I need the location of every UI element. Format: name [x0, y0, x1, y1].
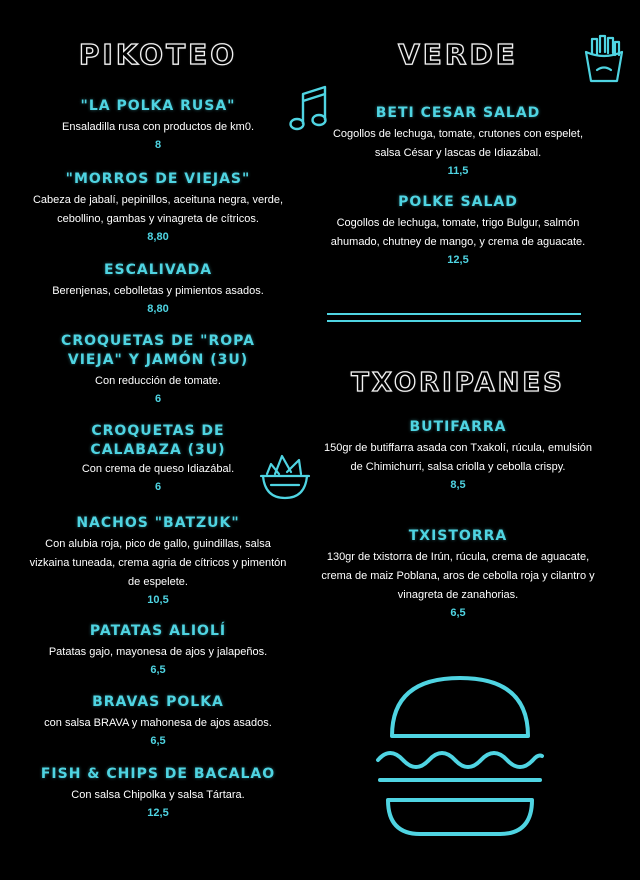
pikoteo-title: PIKOTEO — [78, 38, 238, 71]
menu-item — [318, 193, 598, 269]
nachos-icon — [257, 452, 313, 502]
menu-item — [318, 527, 598, 622]
menu-item — [20, 261, 296, 318]
menu-item — [20, 693, 296, 750]
item-name: "LA POLKA RUSA" — [80, 98, 236, 114]
menu-item — [20, 422, 296, 496]
item-price: 6,5 — [150, 664, 166, 676]
item-name: BRAVAS POLKA — [92, 694, 224, 710]
item-description: Con alubia roja, pico de gallo, guindillas, salsa vizkaina tuneada, crema agria de cítricos y pimentón de espelete. — [29, 538, 287, 588]
item-description: Cabeza de jabalí, pepinillos, aceituna negra, verde, cebollino, gambas y vinagreta de cítricos. — [32, 194, 284, 225]
item-name: POLKE SALAD — [398, 194, 518, 210]
item-name: ESCALIVADA — [103, 262, 213, 278]
item-name: NACHOS "BATZUK" — [76, 515, 240, 531]
item-description: Ensaladilla rusa con productos de km0. — [62, 121, 254, 133]
menu-item — [20, 170, 296, 246]
item-description: Con crema de queso Idiazábal. — [81, 463, 235, 475]
item-description: Con salsa Chipolka y salsa Tártara. — [71, 789, 245, 801]
item-price: 12,5 — [447, 254, 469, 266]
section-divider — [327, 320, 581, 322]
item-name: BUTIFARRA — [409, 419, 507, 435]
item-price: 8,80 — [147, 231, 169, 243]
item-description: Patatas gajo, mayonesa de ajos y jalapeños. — [48, 646, 268, 658]
item-description: Con reducción de tomate. — [95, 375, 221, 387]
item-price: 6,5 — [450, 607, 466, 619]
item-description: Cogollos de lechuga, tomate, crutones con espelet, salsa César y lascas de Idiazábal. — [332, 128, 584, 159]
item-name: PATATAS ALIOLÍ — [89, 623, 227, 639]
menu-item — [20, 514, 296, 609]
section-divider — [327, 313, 581, 315]
item-name: CROQUETAS DE CALABAZA (3U) — [90, 423, 226, 458]
item-name: "MORROS DE VIEJAS" — [65, 171, 251, 187]
fries-icon — [582, 34, 626, 84]
item-price: 6 — [154, 481, 162, 493]
item-price: 12,5 — [147, 807, 169, 819]
item-price: 8,80 — [147, 303, 169, 315]
item-description: 130gr de txistorra de Irún, rúcula, crema de aguacate, crema de maiz Poblana, aros de cebolla roja y cilantro y vinagreta de zanahorias. — [321, 551, 595, 601]
item-price: 8 — [154, 139, 162, 151]
item-price: 6 — [154, 393, 162, 405]
menu-item — [20, 622, 296, 679]
item-name: FISH & CHIPS DE BACALAO — [40, 766, 276, 782]
txoripanes-title: TXORIPANES — [351, 368, 565, 398]
item-price: 6,5 — [150, 735, 166, 747]
music-note-icon — [288, 84, 330, 134]
menu-item — [318, 418, 598, 494]
item-description: Berenjenas, cebolletas y pimientos asados. — [52, 285, 264, 297]
item-description: 150gr de butiffarra asada con Txakolí, rúcula, emulsión de Chimichurri, salsa criolla y cebolla crispy. — [323, 442, 593, 473]
item-name: BETI CESAR SALAD — [375, 105, 541, 121]
item-name: CROQUETAS DE "ROPA VIEJA" Y JAMÓN (3U) — [61, 333, 255, 368]
item-description: Cogollos de lechuga, tomate, trigo Bulgur, salmón ahumado, chutney de mango, y crema de aguacate. — [330, 217, 586, 248]
menu-item — [318, 104, 598, 180]
item-price: 8,5 — [450, 479, 466, 491]
burger-icon — [370, 668, 550, 846]
item-price: 10,5 — [147, 594, 169, 606]
item-name: TXISTORRA — [408, 528, 508, 544]
verde-title: VERDE — [398, 38, 518, 71]
menu-item — [20, 332, 296, 408]
menu-item — [20, 765, 296, 822]
item-description: con salsa BRAVA y mahonesa de ajos asados. — [44, 717, 272, 729]
menu-item — [20, 97, 296, 154]
item-price: 11,5 — [447, 165, 469, 177]
